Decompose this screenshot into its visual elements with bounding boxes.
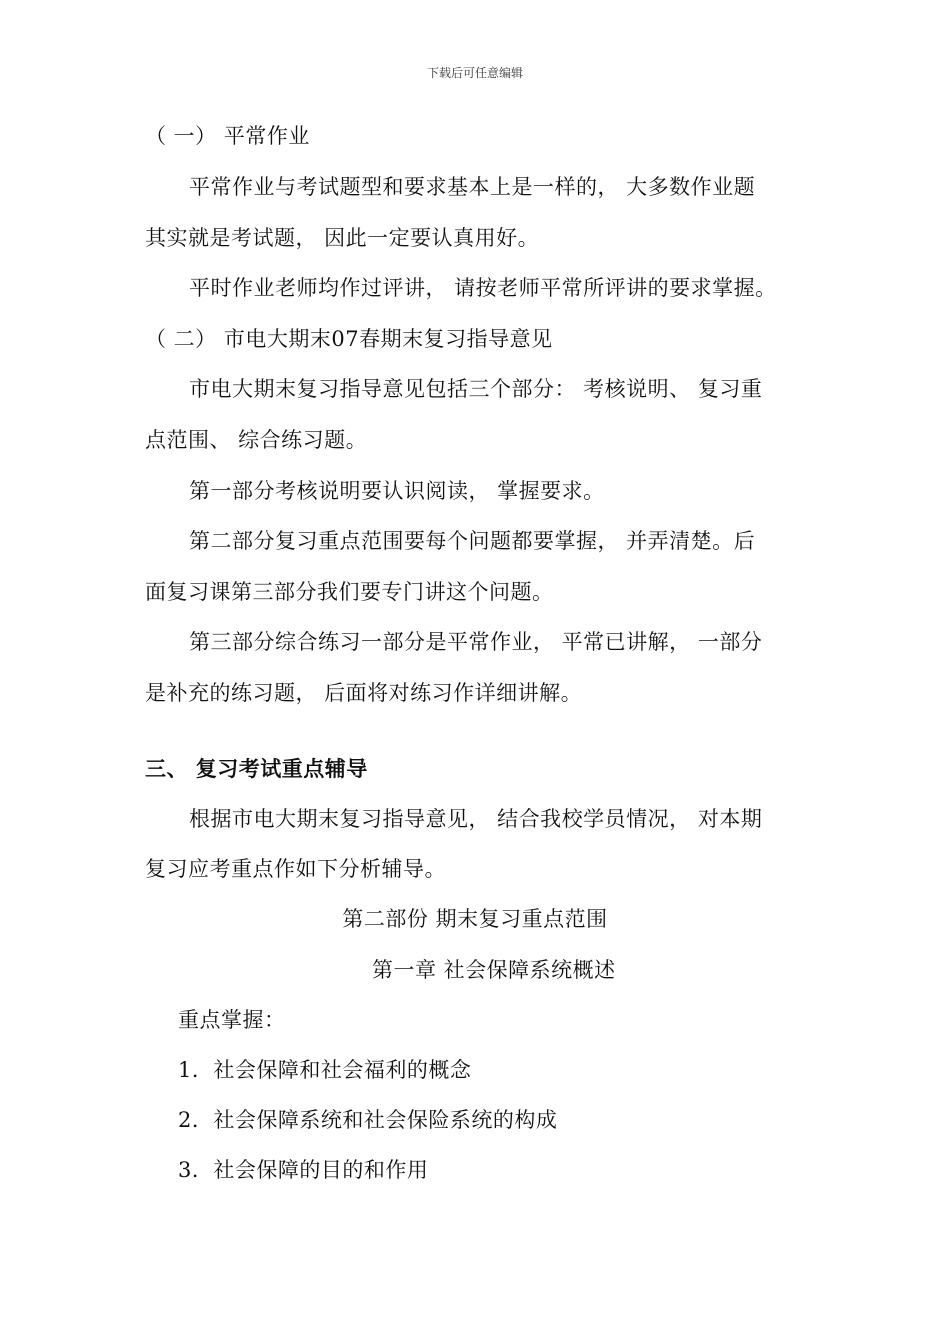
paragraph-line: 第二部分复习重点范围要每个问题都要掌握， 并弄清楚。后 bbox=[189, 529, 756, 553]
page-header-note: 下载后可任意编辑 bbox=[426, 66, 523, 80]
part-title: 第二部份 期末复习重点范围 bbox=[342, 907, 608, 931]
paragraph-line: 是补充的练习题， 后面将对练习作详细讲解。 bbox=[145, 681, 583, 705]
paragraph-line: 面复习课第三部分我们要专门讲这个问题。 bbox=[145, 580, 554, 604]
paragraph-line: 平常作业与考试题型和要求基本上是一样的， 大多数作业题 bbox=[189, 175, 756, 199]
section-heading-review-guidance: （ 二） 市电大期末07春期末复习指导意见 bbox=[145, 327, 553, 351]
list-item: 3．社会保障的目的和作用 bbox=[178, 1158, 429, 1182]
focus-label: 重点掌握： bbox=[178, 1008, 286, 1032]
paragraph-line: 平时作业老师均作过评讲， 请按老师平常所评讲的要求掌握。 bbox=[189, 276, 777, 300]
paragraph-line: 第一部分考核说明要认识阅读， 掌握要求。 bbox=[189, 479, 605, 503]
paragraph-line: 根据市电大期末复习指导意见， 结合我校学员情况， 对本期 bbox=[189, 807, 763, 831]
chapter-title: 第一章 社会保障系统概述 bbox=[372, 958, 616, 982]
list-item: 1．社会保障和社会福利的概念 bbox=[178, 1058, 472, 1082]
paragraph-line: 复习应考重点作如下分析辅导。 bbox=[145, 857, 446, 881]
paragraph-line: 点范围、 综合练习题。 bbox=[145, 428, 368, 452]
paragraph-line: 市电大期末复习指导意见包括三个部分： 考核说明、 复习重 bbox=[189, 377, 763, 401]
paragraph-line: 其实就是考试题， 因此一定要认真用好。 bbox=[145, 226, 540, 250]
list-item: 2．社会保障系统和社会保险系统的构成 bbox=[178, 1108, 558, 1132]
section-heading-regular-homework: （ 一） 平常作业 bbox=[145, 124, 310, 148]
section-heading-exam-key-points: 三、 复习考试重点辅导 bbox=[145, 757, 368, 781]
paragraph-line: 第三部分综合练习一部分是平常作业， 平常已讲解， 一部分 bbox=[189, 630, 763, 654]
